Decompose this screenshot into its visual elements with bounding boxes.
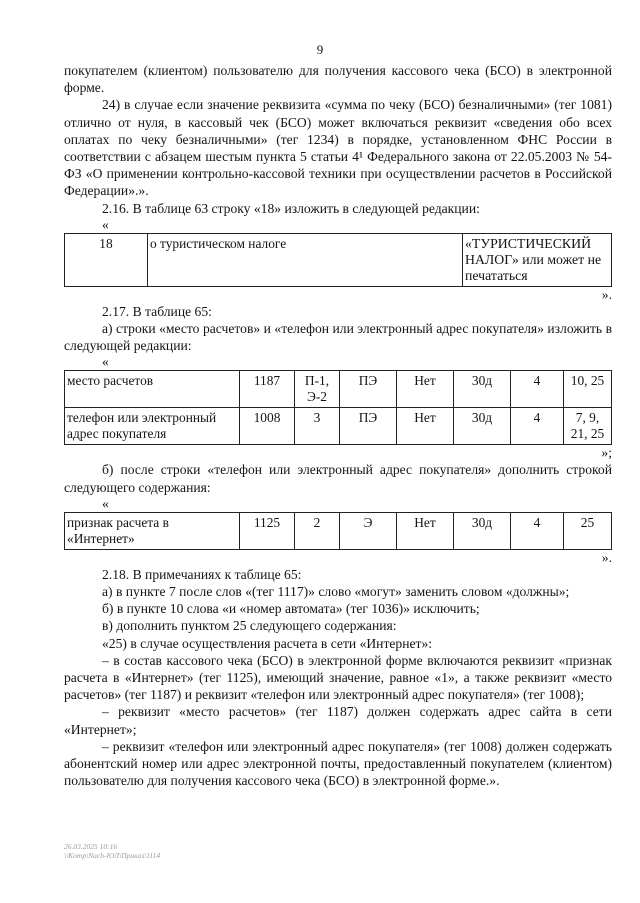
quote-open-mark: « [102,354,109,370]
table-cell-name: место расчетов [65,371,240,408]
table-cell-format: 30д [454,512,511,549]
table-cell-name: телефон или электронный адрес покупателя [65,408,240,445]
table-cell-tag: 1187 [240,371,295,408]
footer-timestamp: 26.03.2025 10:16 [64,842,118,851]
table-cell-form: ПЭ [340,371,397,408]
table-cell-col7: 4 [511,512,564,549]
document-footer [64,842,160,860]
table-cell-tag: 1125 [240,512,295,549]
table-cell-number: 18 [65,233,148,286]
table-65-rows [64,370,612,445]
item-2-18-a: а) в пункте 7 после слов «(тег 1117)» слово «могут» заменить словом «должны»; [102,584,570,600]
table-row [65,512,612,549]
table-cell-tag: 1008 [240,408,295,445]
table-row [65,233,612,286]
item-2-18-c: в) дополнить пунктом 25 следующего содержания: [102,618,397,634]
quote-open-mark: « [102,495,109,511]
note-25-item-3: – реквизит «телефон или электронный адрес покупателя» (тег 1008) должен содержать абонентский номер или адрес электронной почты, предоставленный покупателем (клиентом) пользователю для получения кассового чека (БСО) в электронной форме.». [64,738,612,789]
item-2-17-a: а) строки «место расчетов» и «телефон или электронный адрес покупателя» изложить в следующей редакции: [64,321,612,354]
table-63-row [64,233,612,287]
heading-2-18: 2.18. В примечаниях к таблице 65: [102,566,302,582]
table-cell-notes: 25 [564,512,612,549]
table-cell-notes: 7, 9, 21, 25 [564,408,612,445]
page-number: 9 [316,42,324,57]
table-cell-format: 30д [454,408,511,445]
table-row [65,371,612,408]
table-cell-ffd: П-1, Э-2 [295,371,340,408]
table-cell-format: 30д [454,371,511,408]
heading-2-16: 2.16. В таблице 63 строку «18» изложить в следующей редакции: [102,200,480,216]
table-cell-name: признак расчета в «Интернет» [65,512,240,549]
paragraph-continuation: покупателем (клиентом) пользователю для получения кассового чека (БСО) в электронной форме. [64,63,612,96]
table-row [65,408,612,445]
item-2-18-b: б) в пункте 10 слова «и «номер автомата» (тег 1036)» исключить; [102,601,480,617]
table-cell-form: ПЭ [340,408,397,445]
document-body [64,62,612,789]
paragraph-item-24: 24) в случае если значение реквизита «сумма по чеку (БСО) безналичными» (тег 1081) отлично от нуля, в кассовый чек (БСО) может включаться реквизит «сведения обо всех оплатах по чеку безналичными» (тег 1234) в порядке, установленном ФНС России в соответствии с абзацем шестым пункта 5 статьи 4¹ Федерального закона от 22.05.2003 № 54-ФЗ «О применении контрольно-кассовой техники при осуществлении расчетов в Российской Федерации».». [64,97,612,199]
item-2-17-b: б) после строки «телефон или электронный адрес покупателя» дополнить строкой следующего содержания: [64,462,612,495]
table-cell-required: Нет [397,512,454,549]
footer-file-path: \\Komp\Nach-ЮЛ\Приказ\1114 [64,851,161,860]
table-65-new-row [64,512,612,550]
note-25-item-2: – реквизит «место расчетов» (тег 1187) должен содержать адрес сайта в сети «Интернет»; [64,704,612,737]
table-cell-name: о туристическом налоге [148,233,463,286]
table-cell-ffd: 2 [295,512,340,549]
table-cell-required: Нет [397,408,454,445]
note-25-item-1: – в состав кассового чека (БСО) в электронной форме включаются реквизит «признак расчета в «Интернет» (тег 1125), имеющий значение, равное «1», а также реквизит «место расчетов» (тег 1187) и реквизит «телефон или электронный адрес покупателя» (тег 1008); [64,652,612,703]
quote-open-mark: « [102,216,109,232]
table-cell-col7: 4 [511,371,564,408]
quote-close-mark: »; [601,445,612,461]
table-cell-ffd: 3 [295,408,340,445]
table-cell-print: «ТУРИСТИЧЕСКИЙ НАЛОГ» или может не печататься [463,233,612,286]
table-cell-form: Э [340,512,397,549]
table-cell-col7: 4 [511,408,564,445]
quote-close-mark: ». [601,549,612,565]
table-cell-notes: 10, 25 [564,371,612,408]
quote-close-mark: ». [601,286,612,302]
note-25-heading: «25) в случае осуществления расчета в сети «Интернет»: [102,635,433,651]
table-cell-required: Нет [397,371,454,408]
heading-2-17: 2.17. В таблице 65: [102,303,212,319]
